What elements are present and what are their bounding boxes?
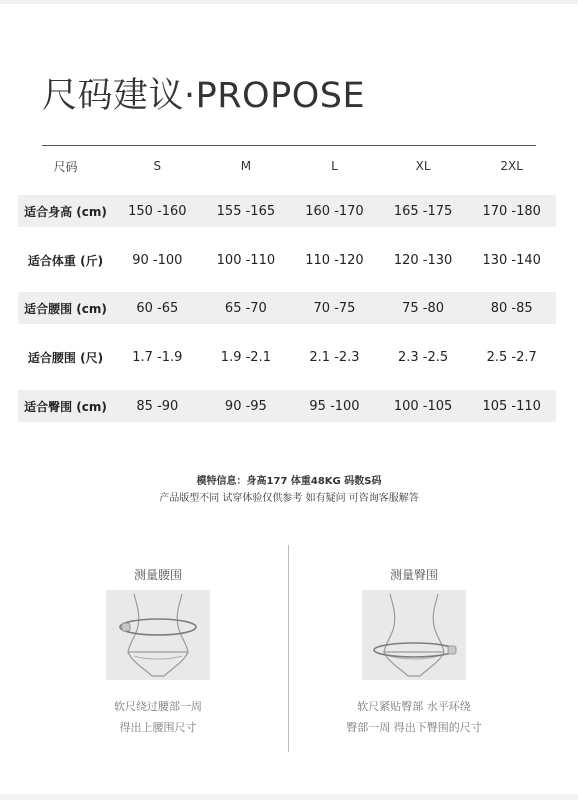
table-cell: 90 -100: [132, 252, 183, 268]
header-2xl: 2XL: [500, 159, 523, 173]
header-s: S: [153, 159, 162, 173]
table-cell: 2.3 -2.5: [397, 349, 449, 365]
row-label: 适合身高 (cm): [24, 204, 107, 219]
table-cell: 60 -65: [136, 300, 179, 316]
header-m: M: [240, 159, 252, 173]
header-xl: XL: [415, 159, 431, 173]
body-figure-icon: [106, 590, 210, 680]
header-size: 尺码: [53, 159, 78, 174]
table-cell: 90 -95: [224, 398, 267, 414]
table-cell: 2.1 -2.3: [309, 349, 360, 365]
table-cell: 170 -180: [482, 203, 541, 219]
size-table: [18, 148, 556, 422]
table-cell: 65 -70: [224, 300, 267, 316]
bottom-edge: [0, 794, 578, 800]
title-divider: [42, 145, 536, 146]
table-cell: 120 -130: [393, 252, 453, 268]
table-cell: 100 -105: [393, 398, 453, 414]
table-cell: 155 -165: [216, 203, 276, 219]
table-cell: 70 -75: [313, 300, 356, 316]
table-cell: 80 -85: [490, 300, 533, 316]
table-cell: 75 -80: [402, 300, 445, 316]
measure-waist-title: 测量腰围: [133, 568, 182, 582]
panel-divider: [288, 545, 289, 752]
body-figure-icon: [362, 590, 466, 680]
header-l: L: [331, 159, 338, 173]
table-row: [18, 244, 556, 276]
waist-note-1: 软尺绕过腰部一周: [114, 700, 202, 713]
table-header-row: [18, 148, 556, 184]
table-row: [18, 292, 556, 324]
table-cell: 85 -90: [136, 398, 179, 414]
table-cell: 100 -110: [216, 252, 276, 268]
table-cell: 130 -140: [482, 252, 541, 268]
waist-note-2: 得出上腰围尺寸: [119, 721, 197, 734]
waist-illustration: [106, 590, 210, 680]
table-row: [18, 341, 556, 373]
measure-hip-title: 测量臀围: [389, 568, 438, 582]
table-cell: 105 -110: [482, 398, 541, 414]
page-title: 尺码建议·PROPOSE: [42, 76, 366, 116]
table-cell: 150 -160: [128, 203, 187, 219]
model-info: 模特信息：身高177 体重48KG 码数S码: [196, 476, 382, 487]
hip-illustration: [362, 590, 466, 680]
table-cell: 1.9 -2.1: [220, 349, 271, 365]
disclaimer-text: 产品版型不同 试穿体验仅供参考 如有疑问 可咨询客服解答: [159, 493, 419, 504]
table-row: [18, 195, 556, 227]
hip-note-1: 软尺紧贴臀部 水平环绕: [357, 700, 471, 713]
table-row: [18, 390, 556, 422]
row-label: 适合腰围 (尺): [27, 350, 104, 365]
row-label: 适合腰围 (cm): [24, 301, 107, 316]
table-cell: 165 -175: [393, 203, 453, 219]
row-label: 适合体重 (斤): [27, 253, 104, 268]
hip-note-2: 臀部一周 得出下臀围的尺寸: [346, 721, 482, 734]
table-cell: 2.5 -2.7: [486, 349, 537, 365]
table-cell: 160 -170: [305, 203, 364, 219]
table-cell: 110 -120: [305, 252, 364, 268]
top-edge: [0, 0, 578, 4]
table-cell: 95 -100: [309, 398, 360, 414]
table-cell: 1.7 -1.9: [132, 349, 183, 365]
row-label: 适合臀围 (cm): [24, 399, 107, 414]
